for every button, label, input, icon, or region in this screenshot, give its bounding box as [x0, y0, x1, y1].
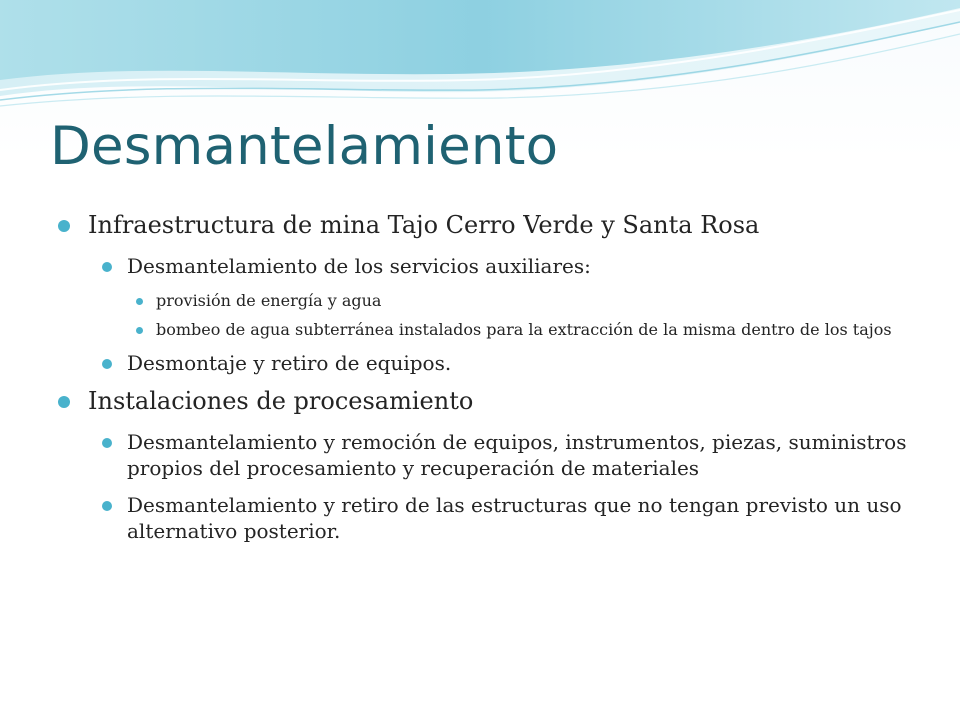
bullet-dot-icon — [102, 501, 112, 511]
bullet-text: Desmantelamiento de los servicios auxiliares: — [127, 254, 591, 278]
bullet-dot-icon — [136, 327, 143, 334]
decorative-wave-banner — [0, 0, 960, 120]
bullet-list — [56, 211, 916, 555]
bullet-level1-instalaciones — [56, 387, 916, 416]
bullet-dot-icon — [102, 262, 112, 272]
bullet-text: provisión de energía y agua — [156, 291, 382, 310]
bullet-text: bombeo de agua subterránea instalados para la extracción de la misma dentro de los tajos — [156, 320, 892, 339]
bullet-text: Desmantelamiento y remoción de equipos, instrumentos, piezas, suministros propios del procesamiento y recuperación de materiales — [127, 430, 907, 480]
bullet-text: Desmantelamiento y retiro de las estructuras que no tengan previsto un uso alternativo posterior. — [127, 493, 902, 543]
bullet-dot-icon — [58, 396, 70, 408]
bullet-dot-icon — [102, 438, 112, 448]
bullet-level2-desmontaje — [56, 350, 916, 376]
bullet-dot-icon — [102, 359, 112, 369]
slide-title: Desmantelamiento — [50, 116, 559, 177]
bullet-level3-bombeo — [56, 319, 916, 341]
bullet-level2-servicios — [56, 253, 916, 279]
bullet-text: Desmontaje y retiro de equipos. — [127, 351, 452, 375]
bullet-text: Infraestructura de mina Tajo Cerro Verde y Santa Rosa — [88, 211, 760, 239]
bullet-dot-icon — [58, 220, 70, 232]
bullet-level3-energia — [56, 290, 916, 312]
bullet-text: Instalaciones de procesamiento — [88, 387, 474, 415]
bullet-level2-estructuras — [56, 492, 916, 544]
bullet-level1-mina — [56, 211, 916, 240]
bullet-dot-icon — [136, 298, 143, 305]
bullet-level2-remocion — [56, 429, 916, 481]
